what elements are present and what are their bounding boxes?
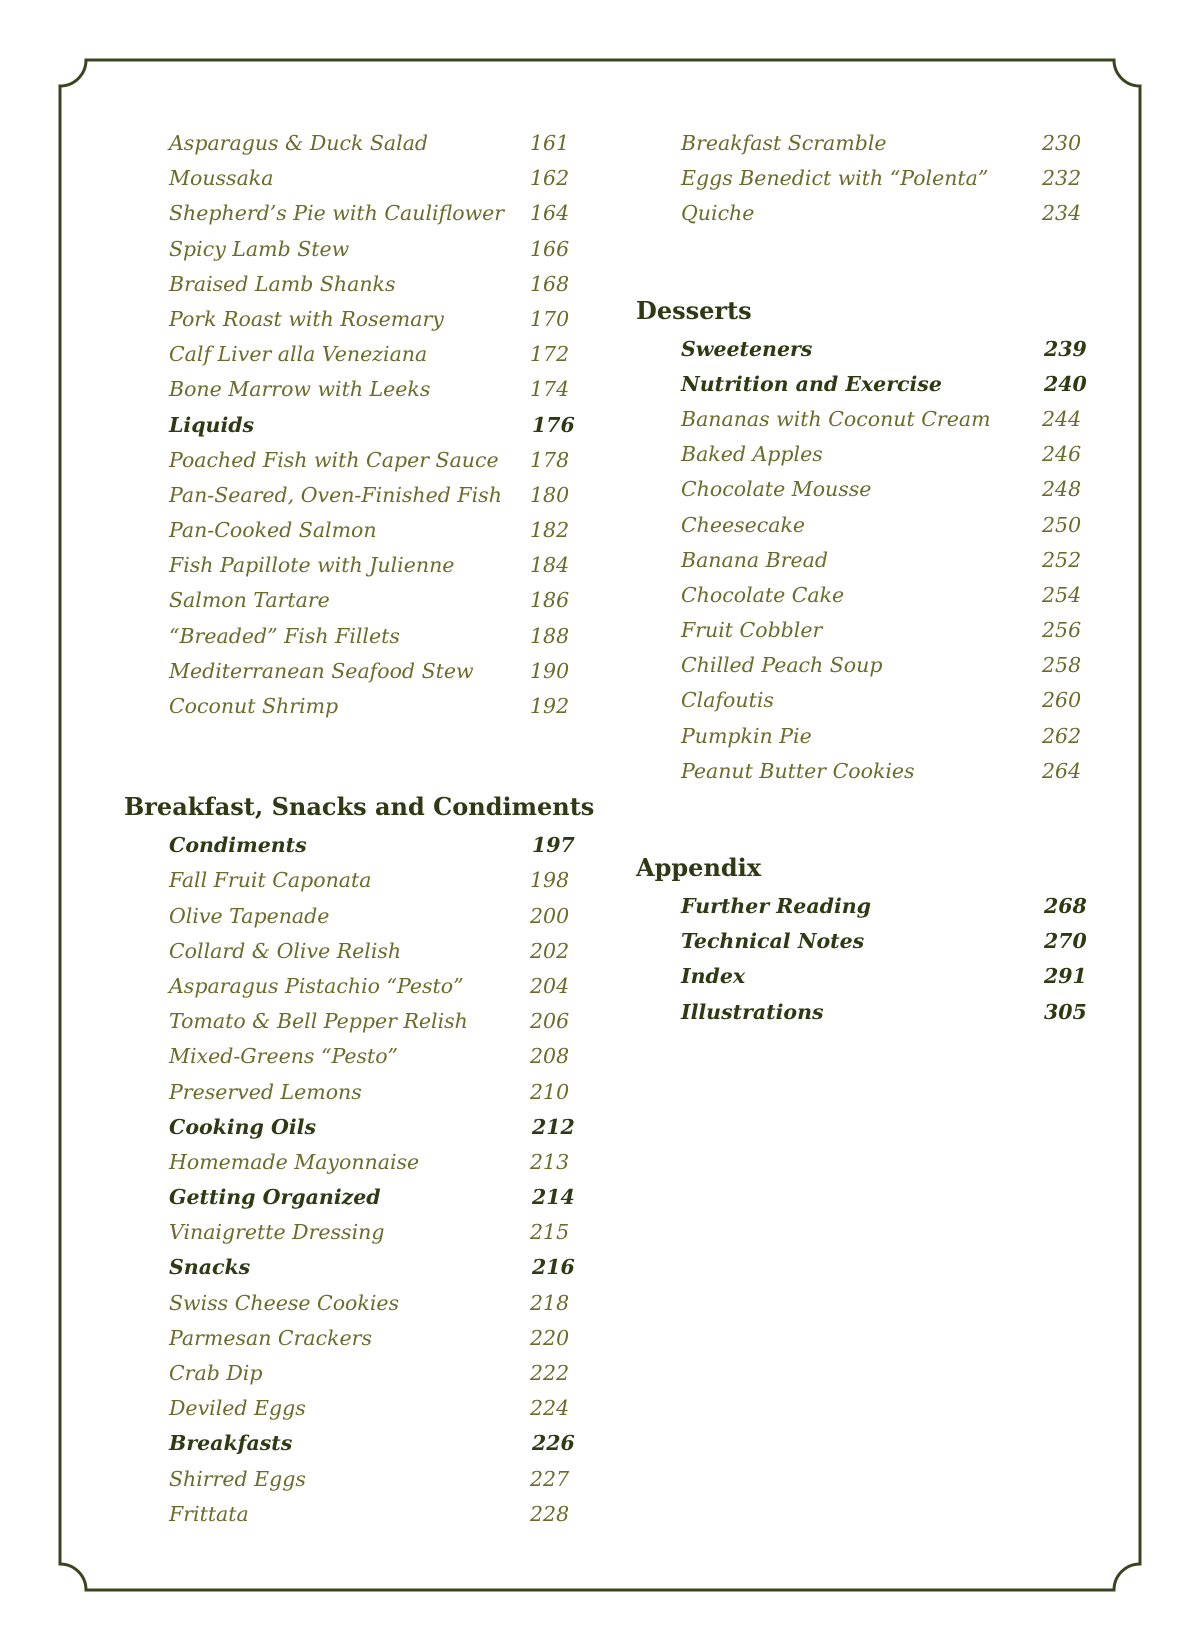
toc-entry-page-number: 262	[1042, 723, 1082, 748]
toc-entry-page-number: 256	[1042, 618, 1082, 643]
toc-entry-title: Sweeteners	[681, 336, 813, 361]
toc-entry-page-number: 190	[530, 658, 570, 683]
toc-entry-title: Shepherd’s Pie with Cauliflower	[169, 201, 505, 226]
toc-entry-page-number: 252	[1042, 547, 1082, 572]
toc-entry	[124, 232, 584, 267]
toc-entry	[124, 654, 584, 689]
toc-entry-title: Chilled Peach Soup	[681, 653, 883, 678]
toc-entry	[124, 934, 584, 969]
toc-entry-title: Snacks	[169, 1255, 251, 1280]
toc-entry-page-number: 222	[530, 1361, 570, 1385]
toc-entry-page-number: 198	[530, 868, 570, 893]
toc-entry-title: Tomato & Bell Pepper Relish	[169, 1009, 468, 1034]
toc-entry-title: Fish Papillote with Julienne	[169, 553, 455, 578]
toc-entry	[636, 959, 1096, 994]
toc-entry-page-number: 178	[530, 447, 570, 472]
toc-entry	[636, 196, 1096, 231]
toc-entry-page-number: 162	[530, 166, 570, 191]
toc-entry-title: Fruit Cobbler	[681, 618, 823, 643]
toc-entry-page-number: 174	[530, 377, 570, 402]
toc-entry-page-number: 200	[530, 903, 570, 928]
toc-entry-title: Illustrations	[681, 999, 824, 1024]
toc-entry-page-number: 254	[1042, 582, 1082, 607]
toc-entry-title: Banana Bread	[681, 547, 828, 572]
toc-entry	[124, 1462, 584, 1497]
toc-entry	[124, 1286, 584, 1321]
toc-entry	[636, 683, 1096, 718]
toc-entry	[124, 1391, 584, 1426]
toc-entry	[636, 508, 1096, 543]
toc-entry-title: Homemade Mayonnaise	[169, 1149, 420, 1174]
toc-entry-page-number: 248	[1042, 477, 1082, 502]
toc-entry	[124, 899, 584, 934]
toc-entry-title: Olive Tapenade	[169, 903, 330, 928]
toc-entry	[124, 478, 584, 513]
toc-entry	[636, 754, 1096, 789]
toc-entry	[124, 1004, 584, 1039]
spacer	[636, 232, 1096, 290]
toc-entry-page-number: 220	[530, 1325, 570, 1350]
toc-entry	[124, 372, 584, 407]
toc-entry	[636, 924, 1096, 959]
toc-entry	[124, 1497, 584, 1532]
toc-entry-page-number: 226	[532, 1431, 575, 1456]
toc-entry-page-number: 264	[1042, 758, 1082, 783]
toc-entry-title: Baked Apples	[681, 442, 823, 467]
toc-entry-page-number: 202	[530, 938, 570, 963]
toc-entry-title: Braised Lamb Shanks	[169, 271, 396, 296]
toc-entry-page-number: 268	[1044, 894, 1087, 918]
toc-entry-page-number: 186	[530, 588, 570, 613]
toc-entry-title: Fall Fruit Caponata	[169, 868, 372, 893]
toc-entry	[636, 578, 1096, 613]
toc-entry-title: Mixed-Greens “Pesto”	[169, 1044, 399, 1069]
toc-entry-title: Mediterranean Seafood Stew	[169, 658, 474, 683]
toc-entry-title: Chocolate Mousse	[681, 477, 872, 502]
toc-entry-page-number: 176	[532, 412, 575, 437]
toc-entry-page-number: 197	[532, 833, 575, 858]
toc-entry-title: Preserved Lemons	[169, 1079, 362, 1104]
toc-entry	[124, 1215, 584, 1250]
toc-entry-title: Pan-Seared, Oven-Finished Fish	[169, 482, 502, 507]
toc-entry	[636, 402, 1096, 437]
toc-entry-title: Cheesecake	[681, 512, 806, 537]
toc-entry-title: Clafoutis	[681, 688, 774, 713]
toc-entry-page-number: 218	[530, 1290, 570, 1315]
toc-list-left-a	[124, 126, 584, 724]
toc-entry-page-number: 182	[530, 518, 570, 543]
toc-entry-page-number: 258	[1042, 653, 1082, 678]
toc-entry-title: Swiss Cheese Cookies	[169, 1290, 400, 1315]
toc-entry-title: Calf Liver alla Veneziana	[169, 342, 428, 367]
toc-entry-page-number: 213	[530, 1149, 570, 1174]
toc-entry-page-number: 224	[530, 1396, 570, 1421]
toc-entry-title: Crab Dip	[169, 1361, 263, 1385]
toc-entry-page-number: 212	[532, 1114, 575, 1139]
toc-entry	[124, 337, 584, 372]
toc-entry	[636, 613, 1096, 648]
toc-column-right	[636, 126, 1096, 1030]
toc-entry	[124, 583, 584, 618]
toc-entry-title: Cooking Oils	[169, 1114, 317, 1139]
toc-entry	[124, 267, 584, 302]
toc-entry	[124, 1075, 584, 1110]
toc-entry-page-number: 188	[530, 623, 570, 648]
toc-entry	[124, 161, 584, 196]
toc-entry-title: Chocolate Cake	[681, 582, 845, 607]
toc-entry-page-number: 215	[530, 1220, 570, 1245]
toc-entry-title: Eggs Benedict with “Polenta”	[681, 166, 989, 191]
toc-entry-title: Further Reading	[681, 894, 871, 918]
section-heading-appendix: Appendix	[636, 853, 762, 882]
toc-entry-page-number: 244	[1042, 406, 1082, 431]
toc-entry	[124, 126, 584, 161]
toc-entry-page-number: 192	[530, 694, 570, 718]
toc-entry-title: Pumpkin Pie	[681, 723, 812, 748]
toc-entry	[124, 1250, 584, 1285]
toc-entry-page-number: 232	[1042, 166, 1082, 191]
toc-entry-title: Shirred Eggs	[169, 1466, 306, 1491]
toc-entry-title: Breakfasts	[169, 1431, 293, 1456]
toc-entry	[124, 1426, 584, 1461]
toc-entry-title: Technical Notes	[681, 929, 865, 954]
toc-entry	[636, 543, 1096, 578]
toc-entry-title: Pork Roast with Rosemary	[169, 306, 444, 331]
toc-list-right-a	[636, 126, 1096, 232]
toc-entry	[124, 548, 584, 583]
toc-entry	[636, 161, 1096, 196]
toc-column-left	[124, 126, 595, 1532]
toc-entry-title: Asparagus & Duck Salad	[169, 131, 429, 155]
toc-entry-page-number: 166	[530, 236, 570, 261]
toc-entry	[124, 443, 584, 478]
toc-list-right-c	[636, 889, 1096, 1030]
toc-entry	[124, 196, 584, 231]
toc-entry	[636, 367, 1096, 402]
toc-entry	[124, 1039, 584, 1074]
section-heading-breakfast-snacks-condiments: Breakfast, Snacks and Condiments	[124, 792, 595, 822]
toc-entry-page-number: 250	[1042, 512, 1082, 537]
toc-entry-title: Index	[681, 964, 746, 989]
toc-entry-page-number: 240	[1044, 371, 1087, 396]
toc-entry	[636, 332, 1096, 367]
toc-entry-title: Nutrition and Exercise	[681, 371, 942, 396]
toc-entry-title: Quiche	[681, 201, 755, 226]
toc-entry-page-number: 230	[1042, 131, 1082, 155]
toc-entry-page-number: 234	[1042, 201, 1082, 226]
toc-entry-page-number: 246	[1042, 442, 1082, 467]
toc-entry-page-number: 260	[1042, 688, 1082, 713]
toc-entry	[124, 689, 584, 724]
toc-entry-title: Salmon Tartare	[169, 588, 330, 613]
toc-entry-page-number: 216	[532, 1255, 575, 1280]
toc-entry-title: Parmesan Crackers	[169, 1325, 372, 1350]
toc-entry-title: Deviled Eggs	[169, 1396, 306, 1421]
toc-entry	[124, 1180, 584, 1215]
toc-entry-page-number: 208	[530, 1044, 570, 1069]
toc-entry	[124, 863, 584, 898]
toc-entry-page-number: 184	[530, 553, 570, 578]
toc-entry-title: Getting Organized	[169, 1185, 381, 1210]
toc-entry-page-number: 214	[532, 1185, 575, 1210]
toc-entry	[124, 513, 584, 548]
toc-entry	[124, 1110, 584, 1145]
toc-entry-title: Spicy Lamb Stew	[169, 236, 350, 261]
toc-entry-page-number: 270	[1044, 929, 1087, 954]
toc-entry-title: Collard & Olive Relish	[169, 938, 402, 963]
toc-list-left-b	[124, 828, 584, 1532]
spacer	[636, 789, 1096, 847]
toc-entry	[124, 1145, 584, 1180]
toc-entry-page-number: 180	[530, 482, 570, 507]
toc-entry	[124, 1356, 584, 1391]
toc-entry	[636, 472, 1096, 507]
toc-entry-page-number: 305	[1044, 999, 1087, 1024]
toc-entry-title: Bone Marrow with Leeks	[169, 377, 431, 402]
toc-entry	[124, 408, 584, 443]
toc-entry-page-number: 227	[530, 1466, 570, 1491]
toc-entry-page-number: 239	[1044, 336, 1087, 361]
toc-entry	[636, 995, 1096, 1030]
toc-entry-page-number: 170	[530, 306, 570, 331]
toc-entry	[636, 437, 1096, 472]
toc-entry-page-number: 204	[530, 973, 570, 998]
toc-entry-title: Pan-Cooked Salmon	[169, 518, 377, 543]
section-heading-desserts: Desserts	[636, 295, 752, 325]
toc-entry	[636, 719, 1096, 754]
toc-entry-title: Breakfast Scramble	[681, 131, 887, 155]
toc-entry-title: Liquids	[169, 412, 255, 437]
toc-entry	[636, 126, 1096, 161]
toc-entry	[124, 1321, 584, 1356]
toc-list-right-b	[636, 332, 1096, 789]
toc-entry-page-number: 161	[530, 131, 570, 155]
toc-entry-page-number: 172	[530, 342, 570, 367]
toc-entry	[124, 969, 584, 1004]
toc-entry-title: “Breaded” Fish Fillets	[169, 623, 400, 648]
toc-entry-page-number: 164	[530, 201, 570, 226]
toc-entry-title: Frittata	[169, 1501, 249, 1526]
toc-entry-page-number: 206	[530, 1009, 570, 1034]
toc-entry-title: Moussaka	[169, 166, 274, 191]
toc-entry-page-number: 228	[530, 1501, 570, 1526]
toc-entry-title: Vinaigrette Dressing	[169, 1220, 385, 1245]
toc-entry	[636, 889, 1096, 924]
toc-entry-title: Peanut Butter Cookies	[681, 758, 915, 783]
toc-entry	[124, 619, 584, 654]
toc-entry-title: Coconut Shrimp	[169, 694, 339, 718]
toc-entry	[124, 302, 584, 337]
toc-entry-page-number: 291	[1044, 964, 1087, 989]
toc-entry	[636, 648, 1096, 683]
toc-entry-page-number: 168	[530, 271, 570, 296]
toc-entry-title: Poached Fish with Caper Sauce	[169, 447, 499, 472]
spacer	[124, 724, 584, 786]
toc-entry-title: Asparagus Pistachio “Pesto”	[169, 973, 464, 998]
toc-entry-title: Bananas with Coconut Cream	[681, 406, 991, 431]
toc-entry-title: Condiments	[169, 833, 307, 858]
toc-entry-page-number: 210	[530, 1079, 570, 1104]
toc-entry	[124, 828, 584, 863]
